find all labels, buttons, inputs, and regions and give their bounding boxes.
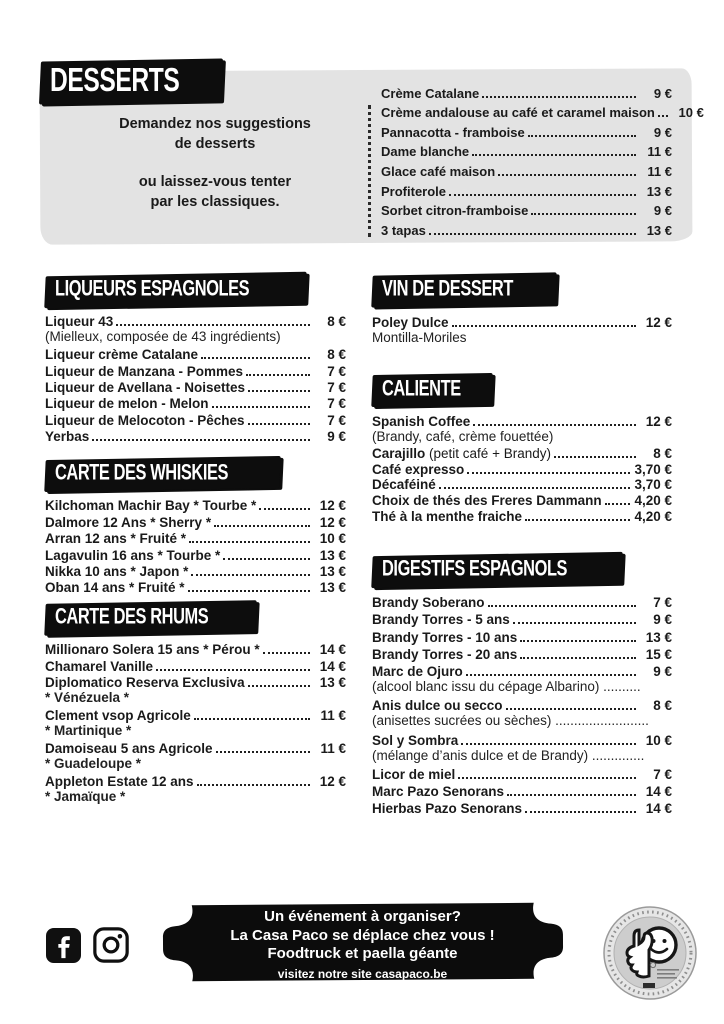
- item-price: 10 €: [319, 531, 346, 547]
- item-price: 11 €: [647, 144, 672, 160]
- dot-leader: [194, 718, 310, 720]
- desserts-note-2: ou laissez-vous tenter par les classiques.: [138, 174, 292, 210]
- menu-item-row: Liqueur de Avellana - Noisettes 7 €: [45, 379, 346, 395]
- menu-item-row: Marc de Ojuro 9 €: [372, 663, 672, 679]
- dot-leader: [461, 743, 636, 745]
- item-price: 7 €: [327, 396, 346, 412]
- section-header: [45, 602, 256, 634]
- item-name: Glace café maison: [381, 163, 496, 179]
- dot-leader: [212, 406, 310, 408]
- item-price: 3,70 €: [634, 477, 672, 493]
- dot-leader: [520, 640, 636, 642]
- menu-item-row: [381, 140, 672, 160]
- section-digestifs-espagnols: [372, 554, 672, 816]
- social-icons: [46, 926, 130, 964]
- item-price: 11 €: [647, 163, 672, 179]
- dot-leader: [531, 213, 636, 215]
- item-name: Crème Catalane: [381, 85, 480, 101]
- dot-leader: [246, 374, 310, 376]
- menu-item-row: Brandy Torres - 20 ans 15 €: [372, 646, 672, 662]
- section-header: [372, 554, 622, 586]
- item-price: 4,20 €: [634, 493, 672, 509]
- item-price: 11 €: [320, 740, 346, 756]
- menu-item-row: Nikka 10 ans * Japon * 13 €: [45, 563, 346, 579]
- dot-leader: [92, 439, 310, 441]
- item-subtext: (anisettes sucrées ou sèches) .........................: [372, 713, 649, 729]
- dot-leader: [525, 811, 636, 813]
- section-vin-de-dessert: [372, 274, 672, 347]
- menu-item-row: Brandy Soberano 7 €: [372, 595, 672, 611]
- menu-item-row: Marc Pazo Senorans 14 €: [372, 784, 672, 800]
- item-subtext: (Brandy, café, crème fouettée): [372, 428, 554, 444]
- dot-leader: [513, 622, 636, 624]
- dot-leader: [223, 558, 310, 560]
- item-name: Dame blanche: [381, 144, 470, 160]
- menu-item-row: [381, 159, 672, 179]
- item-price: 15 €: [645, 646, 672, 662]
- desserts-section-title: [40, 60, 222, 103]
- item-price: 7 €: [327, 412, 346, 428]
- dot-leader: [449, 194, 636, 196]
- desserts-note-1: Demandez nos suggestions de desserts: [119, 116, 311, 152]
- item-name: Crème andalouse au café et caramel maison: [381, 105, 655, 121]
- caliente-list: [372, 413, 672, 524]
- dot-leader: [248, 423, 310, 425]
- dot-leader: [439, 487, 631, 489]
- item-price: 13 €: [319, 580, 346, 596]
- dot-leader: [452, 325, 636, 327]
- item-price: 8 €: [653, 445, 672, 461]
- dot-leader: [467, 472, 630, 474]
- dot-leader: [528, 135, 636, 137]
- menu-item-row: Anis dulce ou secco 8 €: [372, 698, 672, 714]
- menu-item-row: Licor de miel 7 €: [372, 767, 672, 783]
- section-title-text: DIGESTIFS ESPAGNOLS: [382, 556, 568, 582]
- menu-item-row: Damoiseau 5 ans Agricole 11 €: [45, 740, 346, 756]
- item-price: 7 €: [327, 379, 346, 395]
- menu-item-row: Arran 12 ans * Fruité * 10 €: [45, 531, 346, 547]
- menu-item-row: Café expresso 3,70 €: [372, 461, 672, 477]
- item-price: 14 €: [645, 801, 672, 817]
- item-price: 8 €: [653, 698, 672, 714]
- dot-leader: [248, 390, 310, 392]
- dot-leader: [507, 794, 636, 796]
- banner-line-2: La Casa Paco se déplace chez vous !: [230, 926, 495, 944]
- dot-leader: [188, 590, 310, 592]
- dot-leader: [197, 784, 310, 786]
- item-price: 3,70 €: [634, 461, 672, 477]
- dot-leader: [458, 777, 636, 779]
- menu-item-row: Liqueur 43 8 €: [45, 314, 346, 330]
- menu-item-row: Brandy Torres - 5 ans 9 €: [372, 612, 672, 628]
- item-subtext: (mélange d’anis dulce et de Brandy) ..............: [372, 747, 645, 763]
- menu-item-row: Liqueur crème Catalane 8 €: [45, 347, 346, 363]
- item-price: 9 €: [653, 663, 672, 679]
- dot-leader: [156, 669, 310, 671]
- dot-leader: [473, 424, 636, 426]
- dot-leader: [189, 541, 310, 543]
- desserts-list: [381, 81, 704, 238]
- item-price: 9 €: [653, 203, 672, 219]
- item-name: Sorbet citron-framboise: [381, 203, 529, 219]
- menu-item-row: [381, 81, 672, 101]
- section-title-text: CARTE DES WHISKIES: [55, 460, 229, 486]
- item-price: 9 €: [653, 85, 672, 101]
- thumbs-up-quality-badge: [601, 903, 699, 1008]
- item-price: 13 €: [645, 629, 672, 645]
- item-price: 7 €: [653, 595, 672, 611]
- dot-leader: [263, 652, 310, 654]
- item-price: 14 €: [319, 658, 346, 674]
- item-name: Profiterole: [381, 183, 447, 199]
- section-title-text: LIQUEURS ESPAGNOLES: [55, 276, 250, 302]
- item-price: 12 €: [319, 514, 346, 530]
- menu-item-row: Chamarel Vanille 14 €: [45, 658, 346, 674]
- item-subtext: Montilla-Moriles: [372, 330, 467, 345]
- section-header: [372, 274, 556, 306]
- section-header: [45, 274, 306, 306]
- item-price: 14 €: [319, 642, 346, 658]
- menu-item-row: [381, 199, 672, 219]
- item-price: 12 €: [645, 413, 672, 429]
- dot-leader: [525, 519, 630, 521]
- menu-item-row: Spanish Coffee 12 €: [372, 413, 672, 429]
- item-price: 13 €: [319, 563, 346, 579]
- item-price: 8 €: [327, 314, 346, 330]
- item-price: 9 €: [653, 124, 672, 140]
- dot-leader: [488, 605, 636, 607]
- dot-leader: [554, 456, 636, 458]
- dot-leader: [259, 508, 310, 510]
- menu-item-row: Clement vsop Agricole 11 €: [45, 707, 346, 723]
- menu-item-row: Poley Dulce 12 €: [372, 315, 672, 330]
- menu-item-row: Lagavulin 16 ans * Tourbe * 13 €: [45, 547, 346, 563]
- item-price: 13 €: [646, 183, 672, 199]
- dot-leader: [498, 174, 636, 176]
- menu-item-row: [381, 218, 672, 238]
- dot-leader: [216, 751, 310, 753]
- item-price: 12 €: [319, 773, 346, 789]
- menu-item-row: Liqueur de Melocoton - Pêches 7 €: [45, 412, 346, 428]
- liqueurs-list: [45, 313, 346, 444]
- banner-line-3: Foodtruck et paella géante: [267, 945, 458, 962]
- menu-item-row: Millionaro Solera 15 ans * Pérou * 14 €: [45, 642, 346, 658]
- desserts-title-text: DESSERTS: [50, 61, 180, 99]
- menu-item-row: Thé à la menthe fraiche 4,20 €: [372, 509, 672, 525]
- menu-item-row: Dalmore 12 Ans * Sherry * 12 €: [45, 514, 346, 530]
- digestifs-list: [372, 593, 672, 816]
- item-price: 10 €: [678, 105, 704, 121]
- item-price: 11 €: [320, 707, 346, 723]
- whiskies-list: [45, 497, 346, 595]
- section-title-text: CARTE DES RHUMS: [55, 604, 209, 630]
- item-price: 14 €: [645, 784, 672, 800]
- item-price: 10 €: [645, 732, 672, 748]
- event-banner-text: [150, 908, 575, 982]
- dot-leader: [116, 324, 310, 326]
- dot-leader: [429, 233, 636, 235]
- menu-item-row: Sol y Sombra 10 €: [372, 732, 672, 748]
- item-price: 13 €: [646, 222, 672, 238]
- item-subtext: (alcool blanc issu du cépage Albarino) ..........: [372, 678, 641, 694]
- dot-leader: [214, 525, 310, 527]
- dot-leader: [520, 657, 636, 659]
- section-caliente: [372, 374, 672, 524]
- section-title-text: CALIENTE: [382, 376, 461, 402]
- item-price: 13 €: [319, 547, 346, 563]
- section-carte-des-whiskies: [45, 458, 346, 595]
- menu-item-row: Décaféiné 3,70 €: [372, 477, 672, 493]
- dotted-divider: [368, 105, 371, 237]
- item-subtext: (Mielleux, composée de 43 ingrédients): [45, 329, 281, 345]
- item-price: 8 €: [327, 347, 346, 363]
- item-price: 12 €: [645, 315, 672, 330]
- item-price: 9 €: [653, 612, 672, 628]
- item-subtext: * Vénézuela *: [45, 690, 130, 706]
- menu-item-row: Liqueur de melon - Melon 7 €: [45, 396, 346, 412]
- menu-item-row: Hierbas Pazo Senorans 14 €: [372, 801, 672, 817]
- dot-leader: [658, 115, 668, 117]
- menu-item-row: Brandy Torres - 10 ans 13 €: [372, 629, 672, 645]
- item-price: 7 €: [653, 767, 672, 783]
- menu-item-row: Appleton Estate 12 ans 12 €: [45, 773, 346, 789]
- item-subtext: * Jamaïque *: [45, 788, 126, 804]
- facebook-icon: [46, 928, 81, 963]
- section-liqueurs-espagnoles: [45, 274, 346, 444]
- dot-leader: [466, 674, 636, 676]
- item-subtext: * Guadeloupe *: [45, 755, 142, 771]
- item-price: 7 €: [327, 363, 346, 379]
- instagram-icon: [92, 926, 130, 964]
- item-name: Pannacotta - framboise: [381, 124, 525, 140]
- website-link-text: visitez notre site casapaco.be: [277, 966, 448, 981]
- dot-leader: [472, 154, 636, 156]
- section-header: [45, 458, 280, 490]
- dot-leader: [191, 574, 310, 576]
- dot-leader: [482, 96, 636, 98]
- badge-graphic: [601, 903, 699, 1003]
- menu-item-row: Oban 14 ans * Fruité * 13 €: [45, 580, 346, 596]
- item-subtext: * Martinique *: [45, 722, 132, 738]
- dot-leader: [506, 708, 636, 710]
- dot-leader: [248, 685, 310, 687]
- dot-leader: [605, 503, 631, 505]
- section-header: [372, 374, 492, 406]
- dot-leader: [201, 357, 310, 359]
- menu-item-row: Diplomatico Reserva Exclusiva 13 €: [45, 675, 346, 691]
- section-title-text: VIN DE DESSERT: [382, 276, 513, 302]
- item-price: 9 €: [327, 429, 346, 445]
- item-price: 13 €: [319, 675, 346, 691]
- menu-item-row: Liqueur de Manzana - Pommes 7 €: [45, 363, 346, 379]
- menu-item-row: Choix de thés des Freres Dammann 4,20 €: [372, 493, 672, 509]
- menu-item-row: Carajillo (petit café + Brandy) 8 €: [372, 445, 672, 461]
- item-price: 12 €: [319, 498, 346, 514]
- item-price: 4,20 €: [634, 509, 672, 525]
- menu-item-row: Kilchoman Machir Bay * Tourbe * 12 €: [45, 498, 346, 514]
- menu-item-row: Yerbas 9 €: [45, 429, 346, 445]
- menu-item-row: [381, 120, 672, 140]
- banner-line-1: Un événement à organiser?: [264, 908, 461, 925]
- item-name: 3 tapas: [381, 222, 426, 238]
- menu-item-row: [381, 179, 672, 199]
- menu-item-row: [381, 101, 704, 121]
- vin-list: [372, 313, 672, 347]
- section-carte-des-rhums: [45, 602, 346, 805]
- rhums-list: [45, 641, 346, 805]
